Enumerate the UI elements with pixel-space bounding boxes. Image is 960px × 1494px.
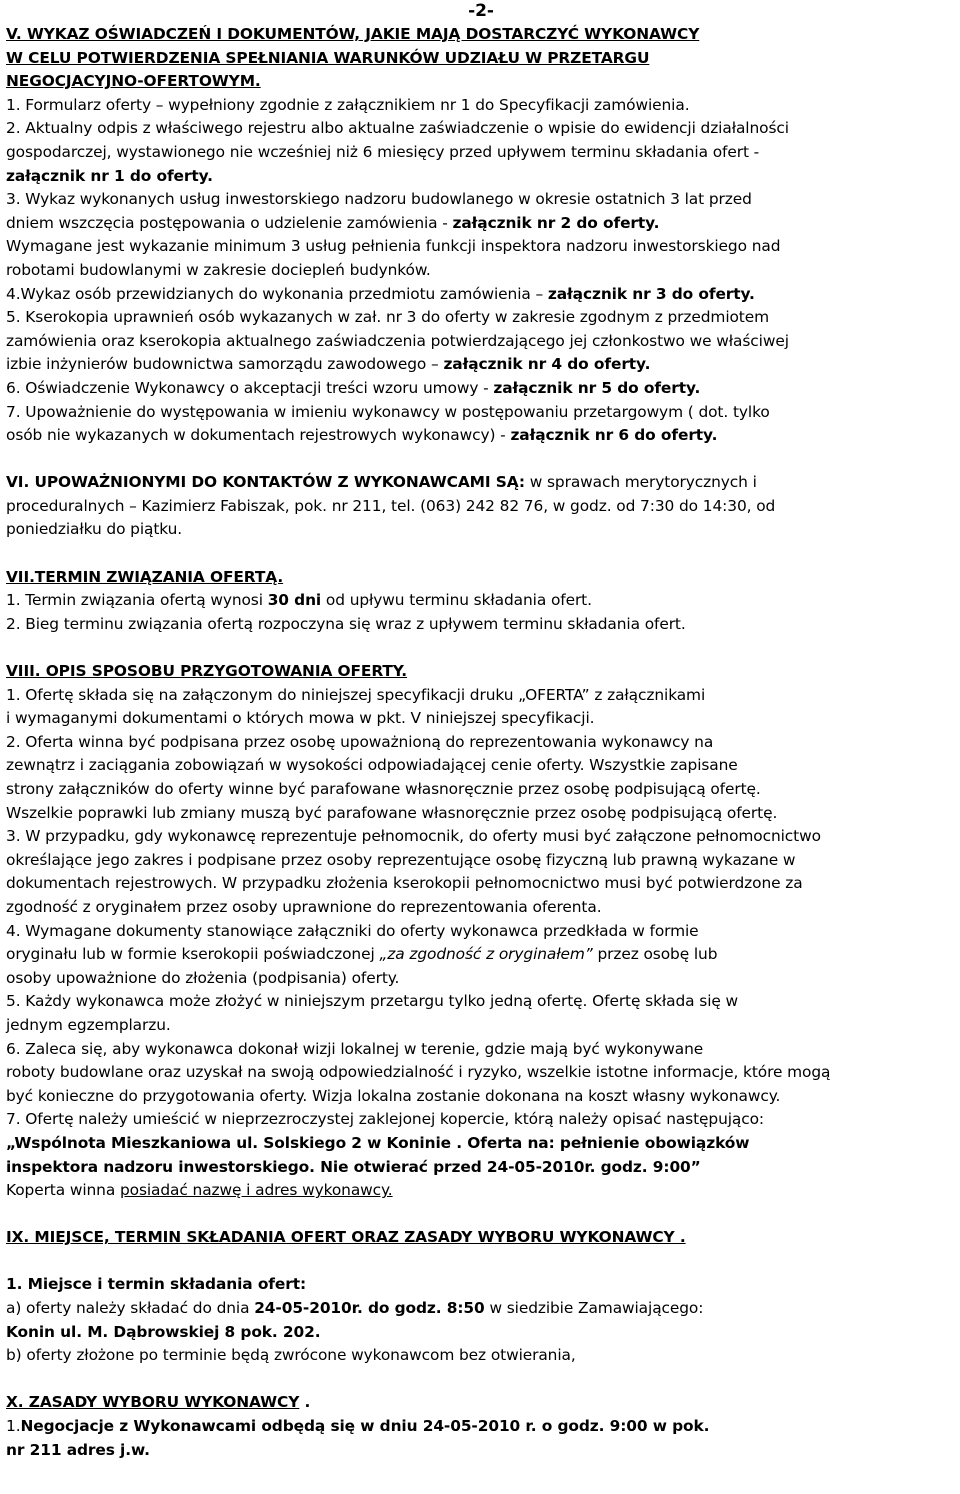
list-item: 1. Ofertę składa się na załączonym do niniejszej specyfikacji druku „OFERTA” z załącznikami — [6, 685, 706, 704]
list-item: jednym egzemplarzu. — [6, 1015, 171, 1034]
section-v-heading-line: W CELU POTWIERDZENIA SPEŁNIANIA WARUNKÓW UDZIAŁU W PRZETARGU — [6, 48, 650, 67]
list-item: Wszelkie poprawki lub zmiany muszą być parafowane własnoręcznie przez osobę podpisującą ofertę. — [6, 803, 778, 822]
text: 1. Termin związania ofertą wynosi — [6, 591, 268, 610]
section-vi-heading: VI. UPOWAŻNIONYMI DO KONTAKTÓW Z WYKONAWCAMI SĄ: — [6, 473, 525, 492]
list-item: 2. Bieg terminu związania ofertą rozpoczyna się wraz z upływem terminu składania ofert. — [6, 614, 686, 633]
emphasis: posiadać nazwę i adres wykonawcy. — [119, 1181, 393, 1200]
text: 4.Wykaz osób przewidzianych do wykonania przedmiotu zamówienia – — [6, 284, 548, 303]
envelope-label: inspektora nadzoru inwestorskiego. Nie otwierać przed 24-05-2010r. godz. 9:00” — [6, 1157, 701, 1176]
list-item: 4. Wymagane dokumenty stanowiące załączniki do oferty wykonawca przedkłada w formie — [6, 921, 699, 940]
text: a) oferty należy składać do dnia — [6, 1299, 255, 1318]
section-vi — [6, 471, 956, 542]
paragraph: Wymagane jest wykazanie minimum 3 usług pełnienia funkcji inspektora nadzoru inwestorskiego nad — [6, 237, 781, 256]
emphasis: „za zgodność z oryginałem” — [379, 945, 593, 964]
section-x-heading: X. ZASADY WYBORU WYKONAWCY — [6, 1393, 300, 1412]
list-item: 5. Kserokopia uprawnień osób wykazanych w zał. nr 3 do oferty w zakresie zgodnym z przedmiotem — [6, 308, 770, 327]
list-item: 3. W przypadku, gdy wykonawcę reprezentuje pełnomocnik, do oferty musi być załączone pełnomocnictwo — [6, 827, 821, 846]
attachment-ref: załącznik nr 1 do oferty. — [6, 166, 213, 185]
list-item: 3. Wykaz wykonanych usług inwestorskiego nadzoru budowlanego w okresie ostatnich 3 lat przed — [6, 190, 752, 209]
section-vi-line — [6, 471, 956, 495]
section-vii-heading: VII.TERMIN ZWIĄZANIA OFERTĄ. — [6, 567, 284, 586]
list-item — [6, 943, 956, 967]
list-item — [6, 1179, 956, 1203]
list-item: 1. Formularz oferty – wypełniony zgodnie z załącznikiem nr 1 do Specyfikacji zamówienia. — [6, 95, 690, 114]
spacer — [6, 542, 956, 566]
text: . — [299, 1393, 311, 1412]
section-ix-heading: IX. MIEJSCE, TERMIN SKŁADANIA OFERT ORAZ ZASADY WYBORU WYKONAWCY . — [6, 1228, 686, 1247]
section-viii — [6, 660, 956, 1203]
document-page — [6, 0, 956, 1462]
list-item — [6, 1297, 956, 1321]
section-viii-heading: VIII. OPIS SPOSOBU PRZYGOTOWANIA OFERTY. — [6, 662, 408, 681]
attachment-ref: załącznik nr 2 do oferty. — [452, 213, 660, 232]
text: w siedzibie Zamawiającego: — [484, 1299, 704, 1318]
text: Koperta winna — [6, 1181, 120, 1200]
list-item: 7. Ofertę należy umieścić w nieprzezroczystej zaklejonej kopercie, którą należy opisać następująco: — [6, 1110, 765, 1129]
section-x — [6, 1391, 956, 1462]
text: dniem wszczęcia postępowania o udzielenie zamówienia - — [6, 213, 453, 232]
section-v-heading-line: NEGOCJACYJNO-OFERTOWYM. — [6, 72, 261, 91]
envelope-label: „Wspólnota Mieszkaniowa ul. Solskiego 2 w Koninie . Oferta na: pełnienie obowiązków — [6, 1133, 750, 1152]
list-item: 2. Aktualny odpis z właściwego rejestru albo aktualne zaświadczenie o wpisie do ewidencji działalności — [6, 119, 789, 138]
list-item: 6. Zaleca się, aby wykonawca dokonał wizji lokalnej w terenie, gdzie mają być wykonywane — [6, 1039, 704, 1058]
list-item — [6, 377, 956, 401]
subheading: 1. Miejsce i termin składania ofert: — [6, 1275, 307, 1294]
spacer — [6, 636, 956, 660]
list-item: nr 211 adres j.w. — [6, 1440, 150, 1459]
text: osób nie wykazanych w dokumentach rejestrowych wykonawcy) - — [6, 426, 511, 445]
list-item: strony załączników do oferty winne być parafowane własnoręcznie przez osobę podpisującą ofertę. — [6, 780, 761, 798]
section-vii — [6, 566, 956, 637]
spacer — [6, 1368, 956, 1392]
text: 1. — [6, 1417, 21, 1436]
spacer — [6, 1203, 956, 1227]
list-item: roboty budowlane oraz uzyskał na swoją odpowiedzialność i ryzyko, wszelkie istotne informacje, które mogą — [6, 1063, 831, 1082]
text: oryginału lub w formie kserokopii poświadczonej — [6, 945, 380, 964]
list-item: dokumentach rejestrowych. W przypadku złożenia kserokopii pełnomocnictwo musi być potwierdzone za — [6, 874, 803, 893]
emphasis: Negocjacje z Wykonawcami odbędą się w dniu 24-05-2010 r. o godz. 9:00 w pok. — [20, 1417, 710, 1436]
attachment-ref: załącznik nr 5 do oferty. — [493, 378, 701, 397]
section-v — [6, 23, 956, 448]
list-item: zgodność z oryginałem przez osoby uprawnione do reprezentowania oferenta. — [6, 897, 602, 916]
emphasis: 30 dni — [267, 591, 322, 610]
list-item — [6, 353, 956, 377]
spacer — [6, 1250, 956, 1274]
list-item — [6, 283, 956, 307]
spacer — [6, 448, 956, 472]
attachment-ref: załącznik nr 4 do oferty. — [443, 355, 651, 374]
list-item: osoby upoważnione do złożenia (podpisania) oferty. — [6, 968, 400, 987]
list-item — [6, 1415, 956, 1439]
list-item — [6, 212, 956, 236]
text: w sprawach merytorycznych i — [524, 473, 757, 492]
paragraph: poniedziałku do piątku. — [6, 520, 183, 539]
list-item: i wymaganymi dokumentami o których mowa w pkt. V niniejszej specyfikacji. — [6, 709, 595, 728]
section-ix — [6, 1226, 956, 1368]
list-item: 2. Oferta winna być podpisana przez osobę upoważnioną do reprezentowania wykonawcy na — [6, 732, 714, 751]
list-item: zewnątrz i zaciągania zobowiązań w wysokości odpowiadającej cenie oferty. Wszystkie zapisane — [6, 756, 738, 775]
list-item: być konieczne do przygotowania oferty. Wizja lokalna zostanie dokonana na koszt własny wykonawcy. — [6, 1086, 781, 1105]
text: od upływu terminu składania ofert. — [321, 591, 592, 610]
paragraph: robotami budowlanymi w zakresie dociepleń budynków. — [6, 260, 431, 279]
address: Konin ul. M. Dąbrowskiej 8 pok. 202. — [6, 1322, 321, 1341]
list-item: 7. Upoważnienie do występowania w imieniu wykonawcy w postępowaniu przetargowym ( dot. tylko — [6, 402, 770, 421]
list-item: 5. Każdy wykonawca może złożyć w niniejszym przetargu tylko jedną ofertę. Ofertę składa się w — [6, 992, 739, 1011]
emphasis: 24-05-2010r. do godz. 8:50 — [254, 1299, 485, 1318]
attachment-ref: załącznik nr 3 do oferty. — [547, 284, 755, 303]
attachment-ref: załącznik nr 6 do oferty. — [510, 426, 718, 445]
list-item: zamówienia oraz kserokopia aktualnego zaświadczenia potwierdzającego jej członkostwo we właściwej — [6, 331, 789, 350]
paragraph: proceduralnych – Kazimierz Fabiszak, pok. nr 211, tel. (063) 242 82 76, w godz. od 7:30 do 14:30, od — [6, 496, 776, 515]
text: przez osobę lub — [592, 945, 718, 964]
list-item: b) oferty złożone po terminie będą zwrócone wykonawcom bez otwierania, — [6, 1346, 576, 1365]
list-item: określające jego zakres i podpisane przez osoby reprezentujące osobę fizyczną lub prawną wykazane w — [6, 850, 796, 869]
section-v-heading-line: V. WYKAZ OŚWIADCZEŃ I DOKUMENTÓW, JAKIE MAJĄ DOSTARCZYĆ WYKONAWCY — [6, 25, 700, 43]
text: 6. Oświadczenie Wykonawcy o akceptacji treści wzoru umowy - — [6, 378, 494, 397]
list-item: gospodarczej, wystawionego nie wcześniej niż 6 miesięcy przed upływem terminu składania ofert - — [6, 142, 760, 161]
section-x-heading-line — [6, 1391, 956, 1415]
page-number: -2- — [468, 1, 494, 21]
list-item — [6, 424, 956, 448]
list-item — [6, 589, 956, 613]
text: izbie inżynierów budownictwa samorządu zawodowego – — [6, 355, 444, 374]
